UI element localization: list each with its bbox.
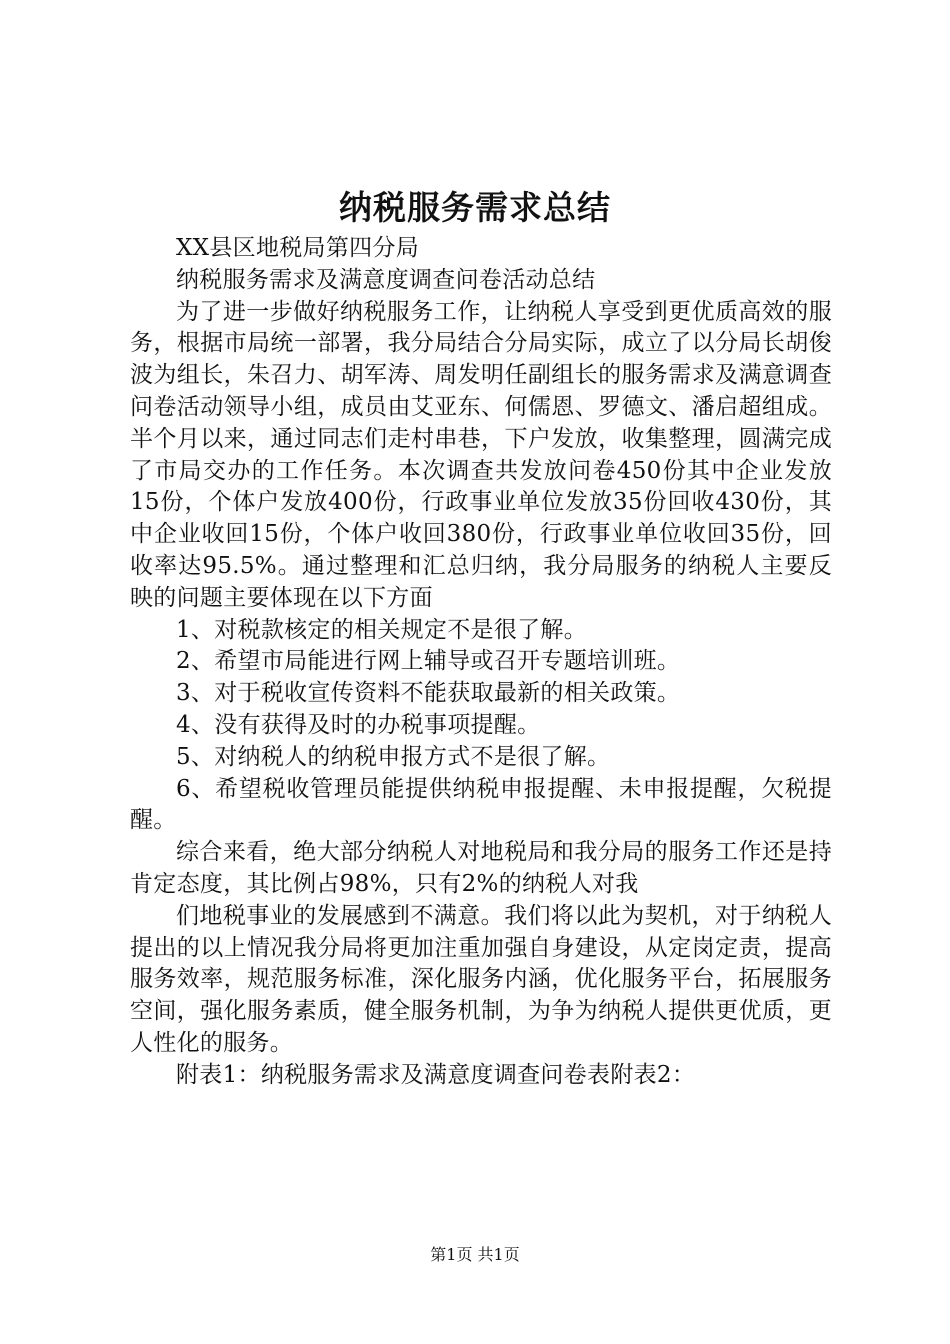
paragraph-subtitle: 纳税服务需求及满意度调查问卷活动总结 xyxy=(176,266,596,293)
paragraph-conclusion: 们地税事业的发展感到不满意。我们将以此为契机，对于纳税人提出的以上情况我分局将更加注重加强自身建设，从定岗定责，提高服务效率，规范服务标准，深化服务内涵，优化服务平台，拓展服务空间，强化服务素质，健全服务机制，为争为纳税人提供更优质，更人性化的服务。 xyxy=(130,902,832,1056)
document-body xyxy=(130,233,832,1092)
document-title: 纳税服务需求总结 xyxy=(339,188,611,227)
paragraph-summary: 综合来看，绝大部分纳税人对地税局和我分局的服务工作还是持肯定态度，其比例占98%，只有2%的纳税人对我 xyxy=(130,839,832,897)
paragraph-issue-1: 1、对税款核定的相关规定不是很了解。 xyxy=(176,616,588,643)
page-footer: 第1页 共1页 xyxy=(430,1245,520,1264)
paragraph-intro: 为了进一步做好纳税服务工作，让纳税人享受到更优质高效的服务，根据市局统一部署，我分局结合分局实际，成立了以分局长胡俊波为组长，朱召力、胡军涛、周发明任副组长的服务需求及满意调查问卷活动领导小组，成员由艾亚东、何儒恩、罗德文、潘启超组成。半个月以来，通过同志们走村串巷，下户发放，收集整理，圆满完成了市局交办的工作任务。本次调查共发放问卷450份其中企业发放15份，个体户发放400份，行政事业单位发放35份回收430份，其中企业收回15份，个体户收回380份，行政事业单位收回35份，回收率达95.5%。通过整理和汇总归纳，我分局服务的纳税人主要反映的问题主要体现在以下方面 xyxy=(130,298,832,611)
paragraph-issue-4: 4、没有获得及时的办税事项提醒。 xyxy=(176,711,541,738)
paragraph-issue-2: 2、希望市局能进行网上辅导或召开专题培训班。 xyxy=(176,648,681,675)
paragraph-organization: XX县区地税局第四分局 xyxy=(176,235,420,261)
paragraph-issue-5: 5、对纳税人的纳税申报方式不是很了解。 xyxy=(176,743,611,770)
paragraph-issue-3: 3、对于税收宣传资料不能获取最新的相关政策。 xyxy=(176,680,681,707)
paragraph-appendix: 附表1：纳税服务需求及满意度调查问卷表附表2： xyxy=(176,1061,696,1088)
paragraph-issue-6: 6、希望税收管理员能提供纳税申报提醒、未申报提醒，欠税提醒。 xyxy=(130,775,832,834)
